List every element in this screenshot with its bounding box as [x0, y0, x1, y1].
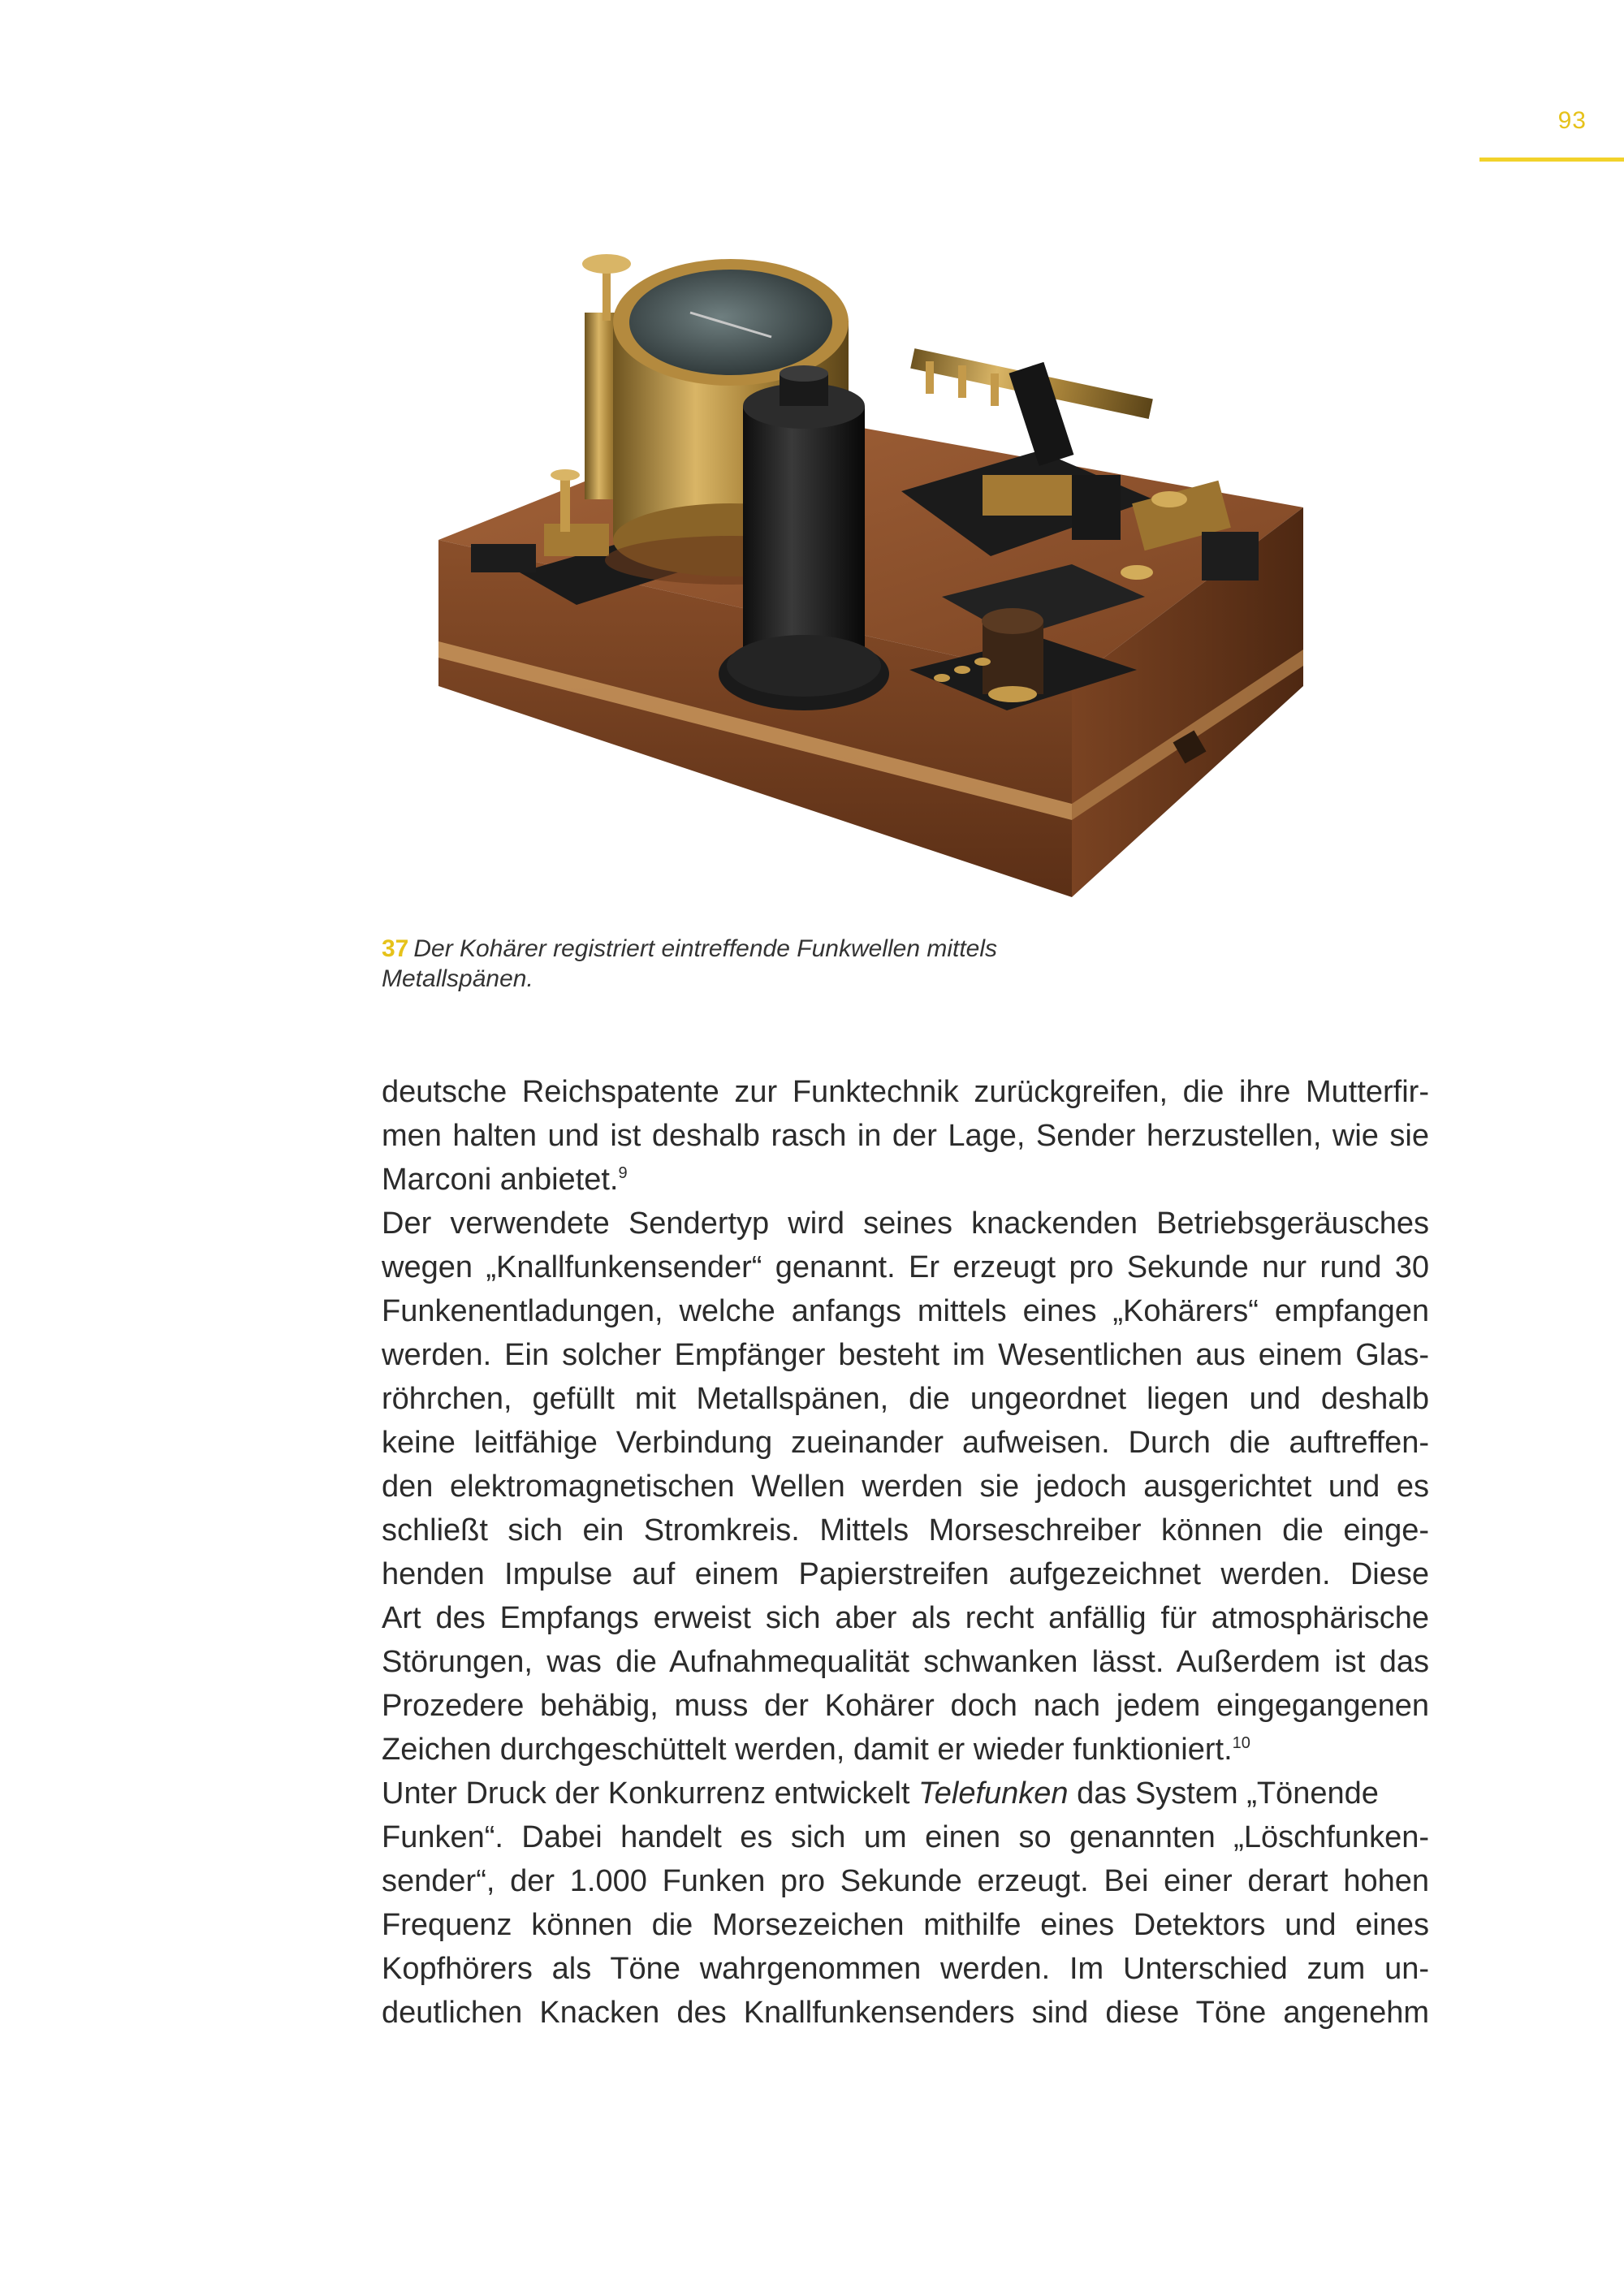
caption-line-2: Metallspänen.	[382, 965, 533, 992]
text-line: röhrchen, gefüllt mit Metallspänen, die ungeordnet liegen und deshalb	[382, 1382, 1429, 1416]
text-line: schließt sich ein Stromkreis. Mittels Morseschreiber können die einge-	[382, 1513, 1429, 1547]
page-number-rule	[1479, 158, 1624, 162]
footnote-ref-10[interactable]: 10	[1232, 1734, 1250, 1752]
text-line: deutsche Reichspatente zur Funktechnik zurückgreifen, die ihre Mutterfir-	[382, 1075, 1429, 1109]
text-line: sender“, der 1.000 Funken pro Sekunde erzeugt. Bei einer derart hohen	[382, 1864, 1429, 1898]
text-line: wegen „Knallfunkensender“ genannt. Er erzeugt pro Sekunde nur rund 30	[382, 1250, 1429, 1284]
text-line: Marconi anbietet.$^9$	[382, 1163, 628, 1197]
text-line: Prozedere behäbig, muss der Kohärer doch nach jedem eingegangenen	[382, 1689, 1429, 1723]
text-line: werden. Ein solcher Empfänger besteht im Wesentlichen aus einem Glas-	[382, 1338, 1429, 1372]
text-line: Frequenz können die Morsezeichen mithilfe eines Detektors und eines	[382, 1908, 1429, 1942]
footnote-ref-9[interactable]: 9	[618, 1164, 628, 1182]
black-cylinder	[743, 406, 865, 674]
page-number: 93	[1557, 107, 1587, 134]
text-line: deutlichen Knacken des Knallfunkensenders sind diese Töne angenehm	[382, 1996, 1429, 2030]
text-line: men halten und ist deshalb rasch in der Lage, Sender herzustellen, wie sie	[382, 1119, 1429, 1153]
text-line: keine leitfähige Verbindung zueinander aufweisen. Durch die auftreffen-	[382, 1426, 1429, 1460]
figure-coherer-photo	[422, 231, 1315, 905]
text-line: Art des Empfangs erweist sich aber als recht anfällig für atmosphärische	[382, 1601, 1429, 1635]
text-line: Funken“. Dabei handelt es sich um einen so genannten „Löschfunken-	[382, 1820, 1429, 1854]
brass-terminal-block	[544, 524, 609, 556]
meter-glass	[629, 270, 832, 375]
coherer-illustration	[422, 231, 1315, 905]
text-line: Der verwendete Sendertyp wird seines knackenden Betriebsgeräusches	[382, 1206, 1429, 1241]
text-line: Unter Druck der Konkurrenz entwickelt Telefunken das System „Tönende	[382, 1776, 1379, 1811]
brass-relay-arm	[983, 475, 1080, 516]
figure-caption	[382, 934, 1112, 994]
figure-number: 37	[382, 935, 409, 962]
company-name-telefunken: Telefunken	[918, 1776, 1069, 1811]
body-text	[382, 1070, 1429, 2035]
text-line: henden Impulse auf einem Papierstreifen aufgezeichnet werden. Diese	[382, 1557, 1429, 1591]
text-line: den elektromagnetischen Wellen werden sie jedoch ausgerichtet und es	[382, 1470, 1429, 1504]
text-line: Kopfhörers als Töne wahrgenommen werden. Im Unterschied zum un-	[382, 1952, 1429, 1986]
caption-line-1: Der Kohärer registriert eintreffende Funkwellen mittels	[413, 935, 998, 962]
text-line: Zeichen durchgeschüttelt werden, damit er wieder funktioniert.$^{10}$	[382, 1733, 1250, 1767]
text-line: Störungen, was die Aufnahmequalität schwanken lässt. Außerdem ist das	[382, 1645, 1429, 1679]
text-line: Funkenentladungen, welche anfangs mittels eines „Kohärers“ empfangen	[382, 1294, 1429, 1328]
relay-lever	[1009, 362, 1074, 466]
